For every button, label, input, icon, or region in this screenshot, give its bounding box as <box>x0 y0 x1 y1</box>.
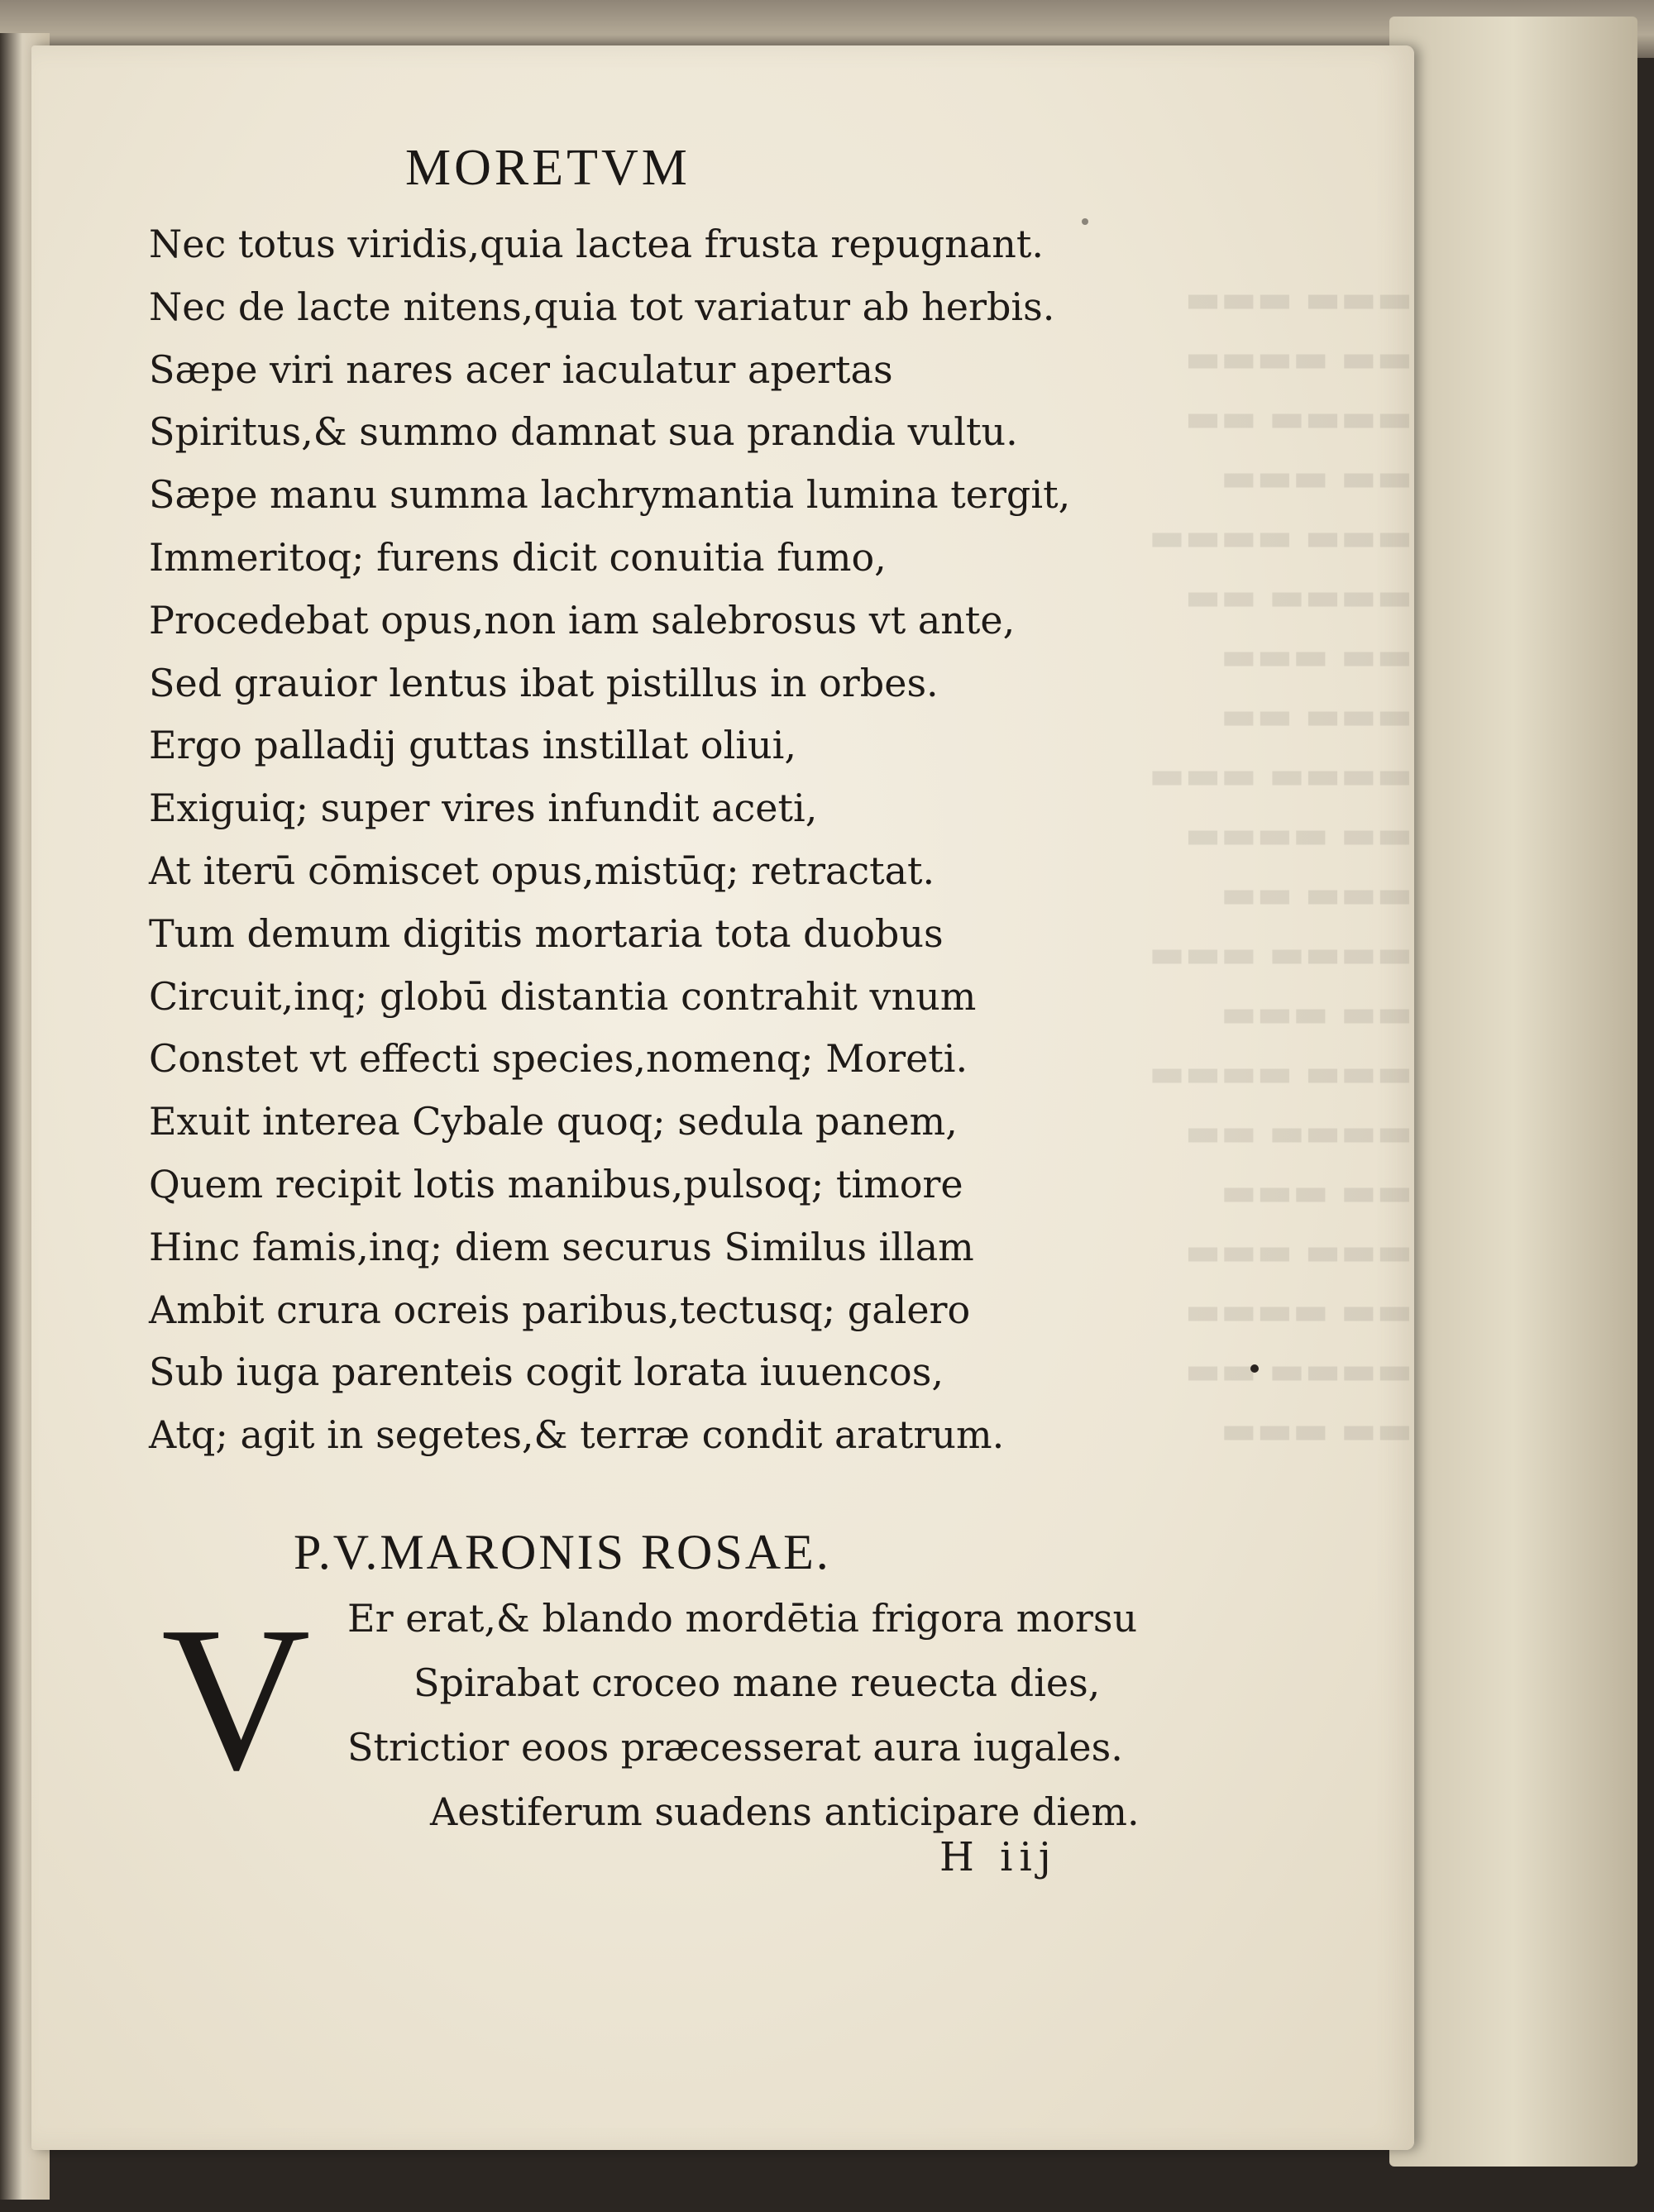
rosae-line: Spirabat croceo mane reuecta dies, <box>414 1660 1101 1705</box>
verse-line: Constet vt effecti species,nomenq; Moreti. <box>149 1036 968 1082</box>
verse-line: Nec totus viridis,quia lactea frusta repugnant. <box>149 222 1044 266</box>
verse-line: Exiguiq; super vires infundit aceti, <box>149 786 818 831</box>
rosae-line: Er erat,& blando mordētia frigora morsu <box>347 1596 1138 1641</box>
section-title: P.V.MARONIS ROSAE. <box>294 1525 831 1579</box>
underlying-leaf-edge <box>1389 17 1637 2167</box>
moretum-verse <box>149 213 1141 1467</box>
ink-speck <box>1250 1364 1259 1373</box>
verse-line: Sæpe manu summa lachrymantia lumina tergit, <box>149 472 1071 518</box>
verse-line: Sed grauior lentus ibat pistillus in orbes. <box>149 660 939 705</box>
ink-speck <box>1082 218 1088 225</box>
verse-line: Exuit interea Cybale quoq; sedula panem, <box>149 1099 958 1144</box>
verse-line: Atq; agit in segetes,& terræ condit aratrum. <box>149 1412 1005 1458</box>
signature-mark: H iij <box>939 1834 1058 1880</box>
rosae-line: Strictior eoos præcesserat aura iugales. <box>347 1725 1123 1770</box>
verse-line: Sæpe viri nares acer iaculatur apertas <box>149 346 893 392</box>
verse-line: Ambit crura ocreis paribus,tectusq; galero <box>149 1287 971 1332</box>
verse-line: Sub iuga parenteis cogit lorata iuuencos, <box>149 1350 944 1395</box>
drop-cap: V <box>161 1584 311 1813</box>
verse-line: Ergo palladij guttas instillat oliui, <box>149 723 796 768</box>
verse-line: Hinc famis,inq; diem securus Similus illam <box>149 1224 974 1269</box>
verse-line: Quem recipit lotis manibus,pulsoq; timore <box>149 1161 963 1206</box>
verse-line: Immeritoq; furens dicit conuitia fumo, <box>149 534 887 580</box>
show-through-texture: ▬▬▬ ▬▬▬ ▬▬ ▬▬▬▬ ▬▬▬▬ ▬▬ ▬▬ ▬▬▬ ▬▬▬ ▬▬▬▬ ▬▬▬▬ ▬▬ ▬▬ ▬▬▬ ▬▬▬ ▬▬ ▬▬▬▬ ▬▬▬ ▬▬ ▬▬▬▬ ▬▬▬ ▬▬ ▬▬▬▬ ▬▬▬ ▬▬ ▬▬▬ ▬▬▬ ▬▬▬▬ ▬▬▬▬ ▬▬ ▬▬ ▬▬▬ ▬▬▬ ▬▬▬ ▬▬ ▬▬▬▬ ▬▬▬▬ ▬▬ ▬▬ ▬▬▬ <box>1149 276 1413 1452</box>
running-head: MORETVM <box>405 140 691 196</box>
verse-line: Procedebat opus,non iam salebrosus vt ante, <box>149 597 1016 643</box>
rosae-verse <box>339 1586 1140 1844</box>
verse-line: Spiritus,& summo damnat sua prandia vultu. <box>149 409 1018 455</box>
verse-line: Nec de lacte nitens,quia tot variatur ab herbis. <box>149 284 1055 329</box>
verse-line: At iterū cōmiscet opus,mistūq; retractat. <box>149 848 935 893</box>
verse-line: Tum demum digitis mortaria tota duobus <box>149 910 944 956</box>
verse-line: Circuit,inq; globū distantia contrahit vnum <box>149 973 977 1019</box>
rosae-line: Aestiferum suadens anticipare diem. <box>430 1789 1140 1834</box>
